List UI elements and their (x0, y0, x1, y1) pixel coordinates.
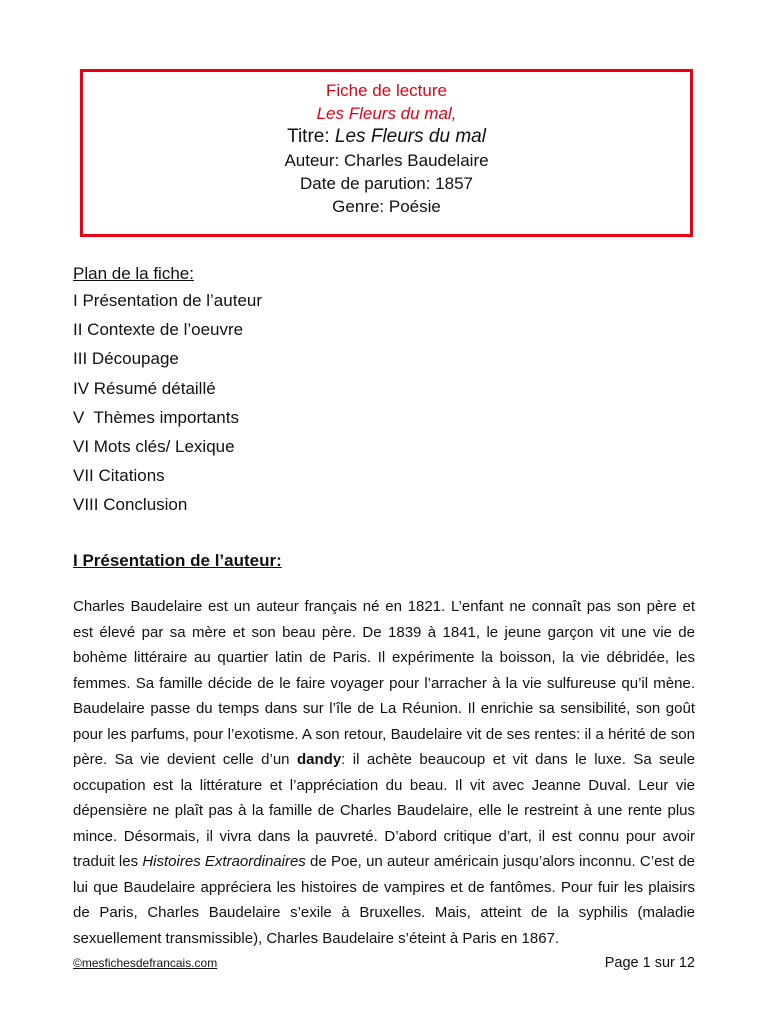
genre-line: Genre: Poésie (332, 197, 441, 216)
section-title: I Présentation de l’auteur: (73, 551, 282, 570)
section-paragraph (73, 594, 695, 951)
plan-item: III Découpage (73, 349, 179, 369)
work-title-heading: Les Fleurs du mal, (316, 104, 457, 123)
paragraph-text-1: Charles Baudelaire est un auteur français né en 1821. L’enfant ne connaît pas son père et est élevé par sa mère et son beau père. De 1839 à 1841, le jeune garçon vit une vie de bohème littéraire au quartier latin de Paris. Il expérimente la boisson, la vie débridée, les femmes. Sa famille décide de le faire voyager pour l’arracher à la vie sulfureuse qu’il mène. Baudelaire passe du temps dans sur l’île de La Réunion. Il enrichie sa sensibilité, son goût pour les parfums, pour l’exotisme. A son retour, Baudelaire vit de ses rentes: il a hérité de son père. Sa vie devient celle d’un (73, 598, 695, 768)
plan-item: VI Mots clés/ Lexique (73, 437, 235, 457)
date-line: Date de parution: 1857 (300, 174, 473, 193)
plan-item: V Thèmes importants (73, 407, 239, 427)
bold-term: dandy (296, 751, 342, 768)
doc-type-heading: Fiche de lecture (326, 81, 447, 100)
titre-line (83, 125, 690, 149)
plan-item: II Contexte de l’oeuvre (73, 320, 244, 340)
title-box (80, 69, 693, 237)
plan-item: VII Citations (73, 466, 165, 486)
plan-heading: Plan de la fiche: (73, 264, 194, 283)
italic-title: Histoires Extraordinaires (142, 853, 306, 870)
paragraph-text-3: de Poe, un auteur américain jusqu’alors inconnu. C’est de lui que Baudelaire appréciera les histoires de vampires et de fantômes. Pour fuir les plaisirs de Paris, Charles Baudelaire s’exile à Bruxelles. Mais, atteint de la syphilis (maladie sexuellement transmissible), Charles Baudelaire s’éteint à Paris en 1867. (73, 853, 695, 947)
plan-item: IV Résumé détaillé (73, 378, 216, 398)
paragraph-text-2: : il achète beaucoup et vit dans le luxe. Sa seule occupation est la littérature et l’appréciation du beau. Il vit avec Jeanne Duval. Leur vie dépensière ne plaît pas à la famille de Charles Baudelaire, elle le restreint à une rente plus mince. Désormais, il vivra dans la pauvreté. D’abord critique d’art, il est connu pour avoir traduit les (73, 751, 696, 870)
plan-item: I Présentation de l’auteur (73, 291, 263, 310)
page-number: Page 1 sur 12 (604, 955, 695, 971)
titre-label: Titre: (287, 126, 335, 147)
auteur-line: Auteur: Charles Baudelaire (284, 151, 489, 170)
plan-item: VIII Conclusion (73, 495, 188, 515)
footer-site-link[interactable]: ©mesfichesdefrancais.com (73, 956, 218, 970)
titre-value: Les Fleurs du mal (334, 126, 486, 147)
plan-section (73, 262, 262, 520)
